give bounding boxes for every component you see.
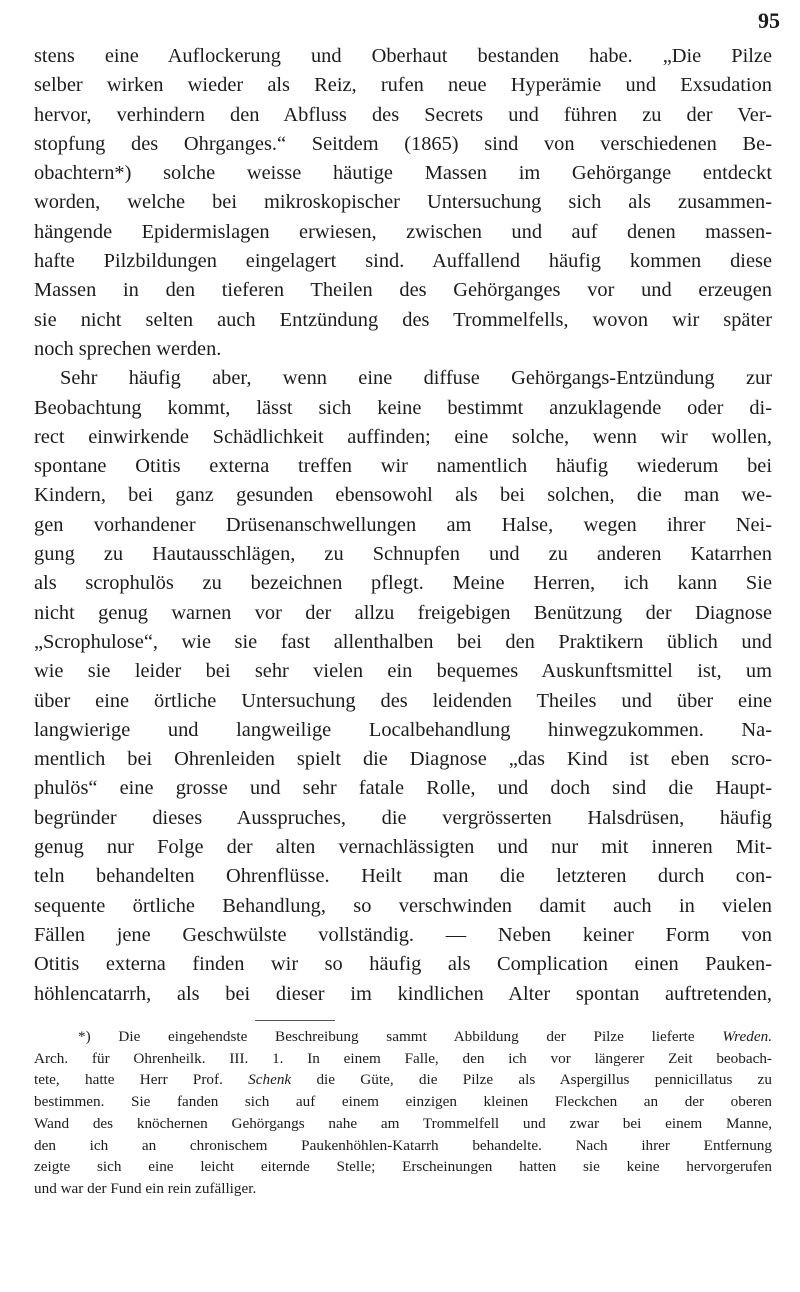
text-line: Massen in den tieferen Theilen des Gehörganges vor und erzeugen bbox=[34, 279, 772, 302]
text-line: noch sprechen werden. bbox=[34, 337, 222, 360]
footnote bbox=[34, 1026, 772, 1200]
footnote-text: die Güte, die Pilze als Aspergillus pennicillatus zu bbox=[291, 1071, 772, 1089]
text-line: über eine örtliche Untersuchung des leidenden Theiles und über eine bbox=[34, 689, 772, 712]
footnote-line: Wand des knöchernen Gehörgangs nahe am Trommelfell und zwar bei einem Manne, bbox=[34, 1114, 772, 1132]
text-line: als scrophulös zu bezeichnen pflegt. Meine Herren, ich kann Sie bbox=[34, 572, 772, 595]
text-line: Fällen jene Geschwülste vollständig. — Neben keiner Form von bbox=[34, 923, 772, 946]
footnote-text: *) Die eingehendste Beschreibung sammt Abbildung der Pilze lieferte bbox=[78, 1028, 723, 1045]
text-line: stens eine Auflockerung und Oberhaut bestanden habe. „Die Pilze bbox=[34, 45, 772, 67]
footnote-line: den ich an chronischem Paukenhöhlen-Katarrh behandelte. Nach ihrer Entfernung bbox=[34, 1136, 772, 1154]
text-line: hafte Pilzbildungen eingelagert sind. Auffallend häufig kommen diese bbox=[34, 250, 772, 273]
text-line: nicht genug warnen vor der allzu freigebigen Benützung der Diagnose bbox=[34, 601, 772, 624]
text-line: wie sie leider bei sehr vielen ein bequemes Auskunftsmittel ist, um bbox=[34, 660, 772, 683]
footnote-line: bestimmen. Sie fanden sich auf einem einzigen kleinen Fleckchen an der oberen bbox=[34, 1093, 772, 1111]
text-line: teln behandelten Ohrenflüsse. Heilt man die letzteren durch con- bbox=[34, 865, 772, 888]
text-line: hängende Epidermislagen erwiesen, zwischen und auf denen massen- bbox=[34, 220, 772, 243]
footnote-line: und war der Fund ein rein zufälliger. bbox=[34, 1179, 257, 1197]
text-line: höhlencatarrh, als bei dieser im kindlichen Alter spontan auftretenden, bbox=[34, 982, 772, 1005]
text-line: obachtern*) solche weisse häutige Massen im Gehörgange entdeckt bbox=[34, 162, 772, 185]
text-line: mentlich bei Ohrenleiden spielt die Diagnose „das Kind ist eben scro- bbox=[34, 748, 772, 771]
text-line: gung zu Hautausschlägen, zu Schnupfen und zu anderen Katarrhen bbox=[34, 543, 772, 566]
author-name: Schenk bbox=[248, 1071, 292, 1089]
body-text bbox=[34, 42, 772, 1009]
text-line: hervor, verhindern den Abfluss des Secrets und führen zu der Ver- bbox=[34, 103, 772, 126]
footnote-line bbox=[34, 1069, 772, 1091]
text-line: Sehr häufig aber, wenn eine diffuse Gehörgangs-Entzündung zur bbox=[60, 367, 772, 390]
text-line: rect einwirkende Schädlichkeit auffinden; eine solche, wenn wir wollen, bbox=[34, 425, 772, 448]
text-line: phulös“ eine grosse und sehr fatale Rolle, und doch sind die Haupt- bbox=[34, 777, 772, 800]
text-line: worden, welche bei mikroskopischer Untersuchung sich als zusammen- bbox=[34, 191, 772, 214]
footnote-text: tete, hatte Herr Prof. bbox=[34, 1071, 249, 1089]
footnote-divider bbox=[255, 1020, 335, 1021]
text-line: spontane Otitis externa treffen wir namentlich häufig wiederum bei bbox=[34, 455, 772, 478]
footnote-line bbox=[34, 1026, 772, 1048]
text-line: sequente örtliche Behandlung, so verschwinden damit auch in vielen bbox=[34, 894, 772, 917]
text-line: stopfung des Ohrganges.“ Seitdem (1865) sind von verschiedenen Be- bbox=[34, 132, 772, 155]
text-line: begründer dieses Ausspruches, die vergrösserten Halsdrüsen, häufig bbox=[34, 806, 772, 829]
text-line: Otitis externa finden wir so häufig als Complication einen Pauken- bbox=[34, 953, 772, 976]
footnote-line: Arch. für Ohrenheilk. III. 1. In einem Falle, den ich vor längerer Zeit beobach- bbox=[34, 1049, 772, 1067]
footnote-line: zeigte sich eine leicht eiternde Stelle; Erscheinungen hatten sie keine hervorgerufen bbox=[34, 1158, 772, 1176]
text-line: sie nicht selten auch Entzündung des Trommelfells, wovon wir später bbox=[34, 308, 772, 331]
text-line: „Scrophulose“, wie sie fast allenthalben bei den Praktikern üblich und bbox=[34, 630, 772, 653]
text-line: langwierige und langweilige Localbehandlung hinwegzukommen. Na- bbox=[34, 718, 772, 741]
text-line: selber wirken wieder als Reiz, rufen neue Hyperämie und Exsudation bbox=[34, 74, 772, 97]
author-name: Wreden. bbox=[722, 1028, 772, 1045]
text-line: gen vorhandener Drüsenanschwellungen am Halse, wegen ihrer Nei- bbox=[34, 513, 772, 536]
page-number: 95 bbox=[758, 8, 780, 33]
text-line: Beobachtung kommt, lässt sich keine bestimmt anzuklagende oder di- bbox=[34, 396, 772, 419]
text-line: genug nur Folge der alten vernachlässigten und nur mit inneren Mit- bbox=[34, 836, 772, 859]
text-line: Kindern, bei ganz gesunden ebensowohl als bei solchen, die man we- bbox=[34, 484, 772, 507]
